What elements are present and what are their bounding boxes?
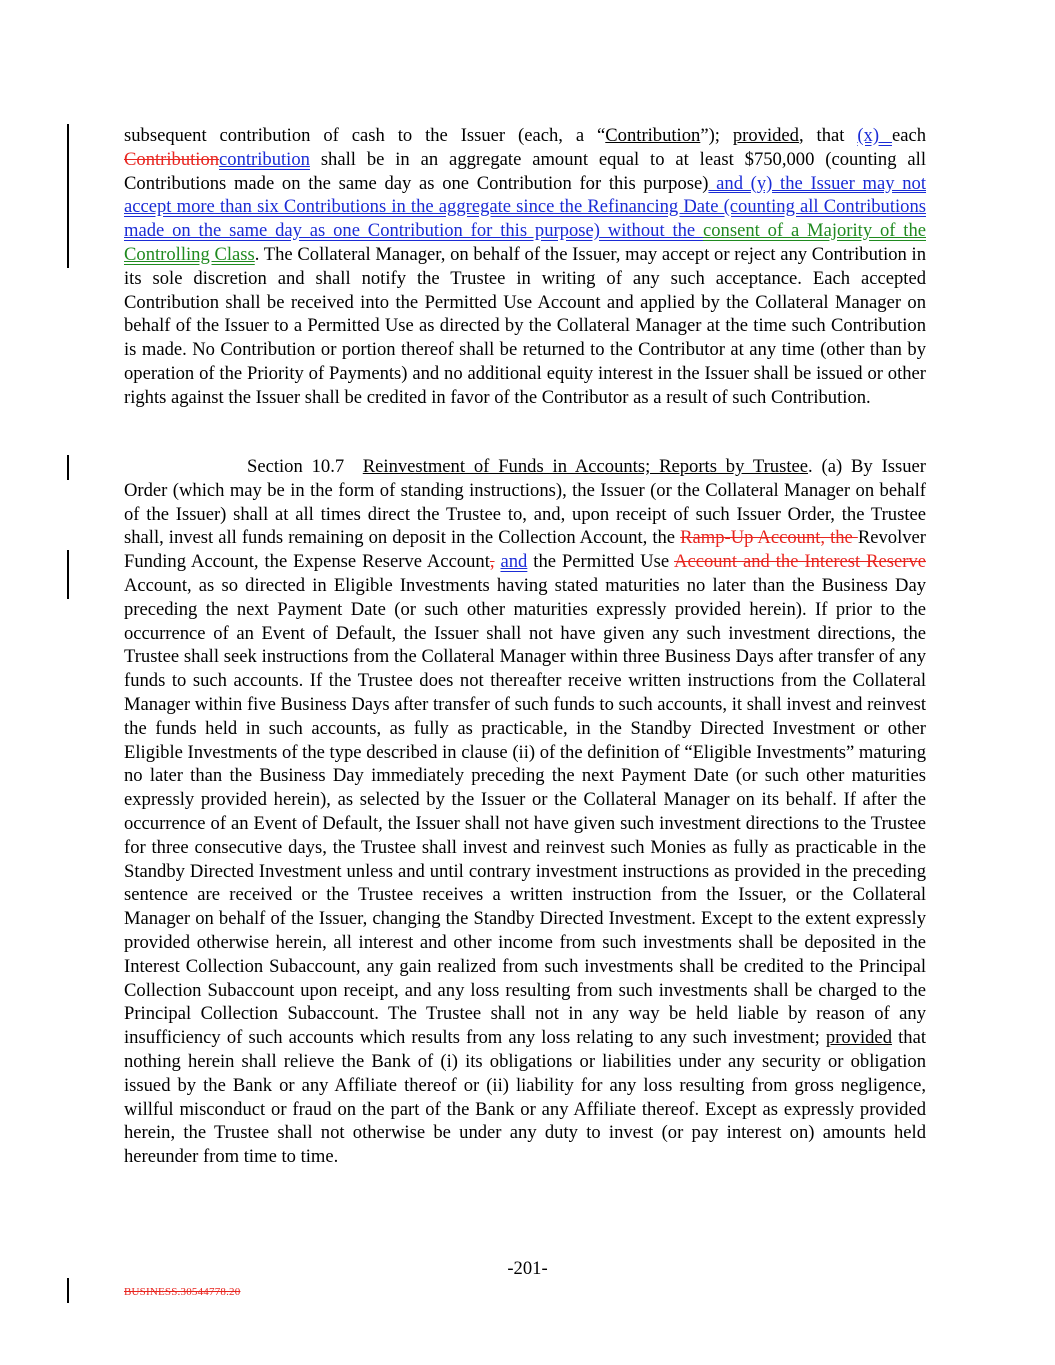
provided-term: provided	[825, 1027, 892, 1049]
change-bar	[67, 455, 69, 480]
change-bar	[67, 550, 69, 599]
text-run: the Permitted Use	[527, 551, 675, 573]
inserted-text: and	[500, 551, 528, 573]
moved-text: consent of a Majority of the Controlling Class	[124, 220, 926, 265]
text-run: . The Collateral Manager, on behalf of the Issuer, may accept or reject any Contribution in its sole discretion and shall notify the Trustee in writing of any such acceptance. Each accepted Contribution shall be received into the Permitted Use Account and applied by the Collateral Manager on behalf of the Issuer to a Permitted Use as directed by the Collateral Manager at the time such Contribution is made. No Contribution or portion thereof shall be returned to the Contributor at any time (other than by operation of the Priority of Payments) and no additional equity interest in the Issuer shall be issued or other rights against the Issuer shall be credited in favor of the Contributor as a result of such Contribution.	[124, 243, 926, 408]
text-run: Account, as so directed in Eligible Investments having stated maturities no later than the Business Day preceding the next Payment Date (or such other maturities expressly provided herein). If prior to the occurrence of an Event of Default, the Issuer shall not have given any such investment directions, the Trustee shall seek instructions from the Collateral Manager within three Business Days after transfer of any funds to such accounts. If the Trustee does not thereafter receive written instructions from the Collateral Manager within five Business Days after transfer of such funds to such accounts, it shall invest and reinvest the funds held in such accounts, as fully as practicable, in the Standby Directed Investment or other Eligible Investments of the type described in clause (ii) of the definition of “Eligible Investments” maturing no later than the Business Day immediately preceding the next Payment Date (or such other maturities expressly provided herein), as selected by the Issuer or the Collateral Manager on its behalf. If after the occurrence of an Event of Default, the Issuer shall not have given such investment directions to the Trustee for three consecutive days, the Trustee shall invest and reinvest such Monies as fully as practicable in the Standby Directed Investment unless and until contrary investment instructions as provided in the preceding sentence are received or the Trustee receives a written instruction from the Issuer, or the Collateral Manager on behalf of the Issuer, changing the Standby Directed Investment. Except to the extent expressly provided otherwise herein, all interest and other income from such investments shall be deposited in the Interest Collection Subaccount, any gain realized from such investments shall be credited to the Principal Collection Subaccount upon receipt, and any loss resulting from such investments shall be charged to the Principal Collection Subaccount. The Trustee shall not in any way be held liable by reason of any insufficiency of such accounts which results from any loss relating to any such investment;	[124, 574, 926, 1049]
inserted-text: and (y) the Issuer may not accept more than six Contributions in the aggregate since the Refinancing Date (counting all Contributions made on the same day as one Contribution for this purpose) without the	[124, 172, 927, 242]
text-run: each	[891, 125, 927, 146]
inserted-text: contribution	[219, 148, 310, 170]
deleted-text: Ramp-Up Account, the	[680, 527, 858, 549]
deleted-text: Account and the Interest Reserve	[674, 551, 926, 573]
text-run: ”);	[700, 125, 733, 146]
text-run: , that	[798, 125, 858, 146]
inserted-text: (x)	[857, 125, 892, 146]
section-number: Section 10.7	[247, 456, 345, 477]
text-run: that nothing herein shall relieve the Bank of (i) its obligations or liabilities under any security or obligation issued by the Bank or any Affiliate thereof or (ii) liability for any loss resulting from gross negligence, willful misconduct or fraud on the part of the Bank or any Affiliate thereof. Except as expressly provided herein, the Trustee shall not otherwise be under any duty to invest (or pay interest on) amounts held hereunder from time to time.	[124, 1027, 927, 1168]
text-run: Revolver Funding Account, the Expense Reserve Account	[124, 527, 926, 573]
document-id: BUSINESS.30544778.20	[124, 1286, 241, 1298]
text-run: . (a) By Issuer Order (which may be in the form of standing instructions), the Issuer (or the Collateral Manager on behalf of the Issuer) shall at all times direct the Trustee to, and, upon receipt of such Issuer Order, the Trustee shall, invest all funds remaining on deposit in the Collection Account, the	[124, 456, 926, 549]
page-number: -201-	[507, 1258, 548, 1279]
change-bar	[67, 1278, 69, 1303]
section-heading: Reinvestment of Funds in Accounts; Reports by Trustee	[362, 456, 809, 477]
section-10-7-paragraph	[124, 455, 926, 1169]
defined-term-contribution: Contribution	[605, 125, 701, 146]
contribution-paragraph	[124, 124, 926, 410]
deleted-text: ,	[489, 551, 495, 573]
deleted-text: Contribution	[124, 148, 220, 170]
change-bar	[67, 124, 69, 268]
text-run: shall be in an aggregate amount equal to at least $750,000 (counting all Contributions made on the same day as one Contribution for this purpose)	[124, 148, 926, 194]
provided-term: provided	[732, 125, 799, 146]
text-run: subsequent contribution of cash to the Issuer (each, a “	[124, 125, 606, 146]
